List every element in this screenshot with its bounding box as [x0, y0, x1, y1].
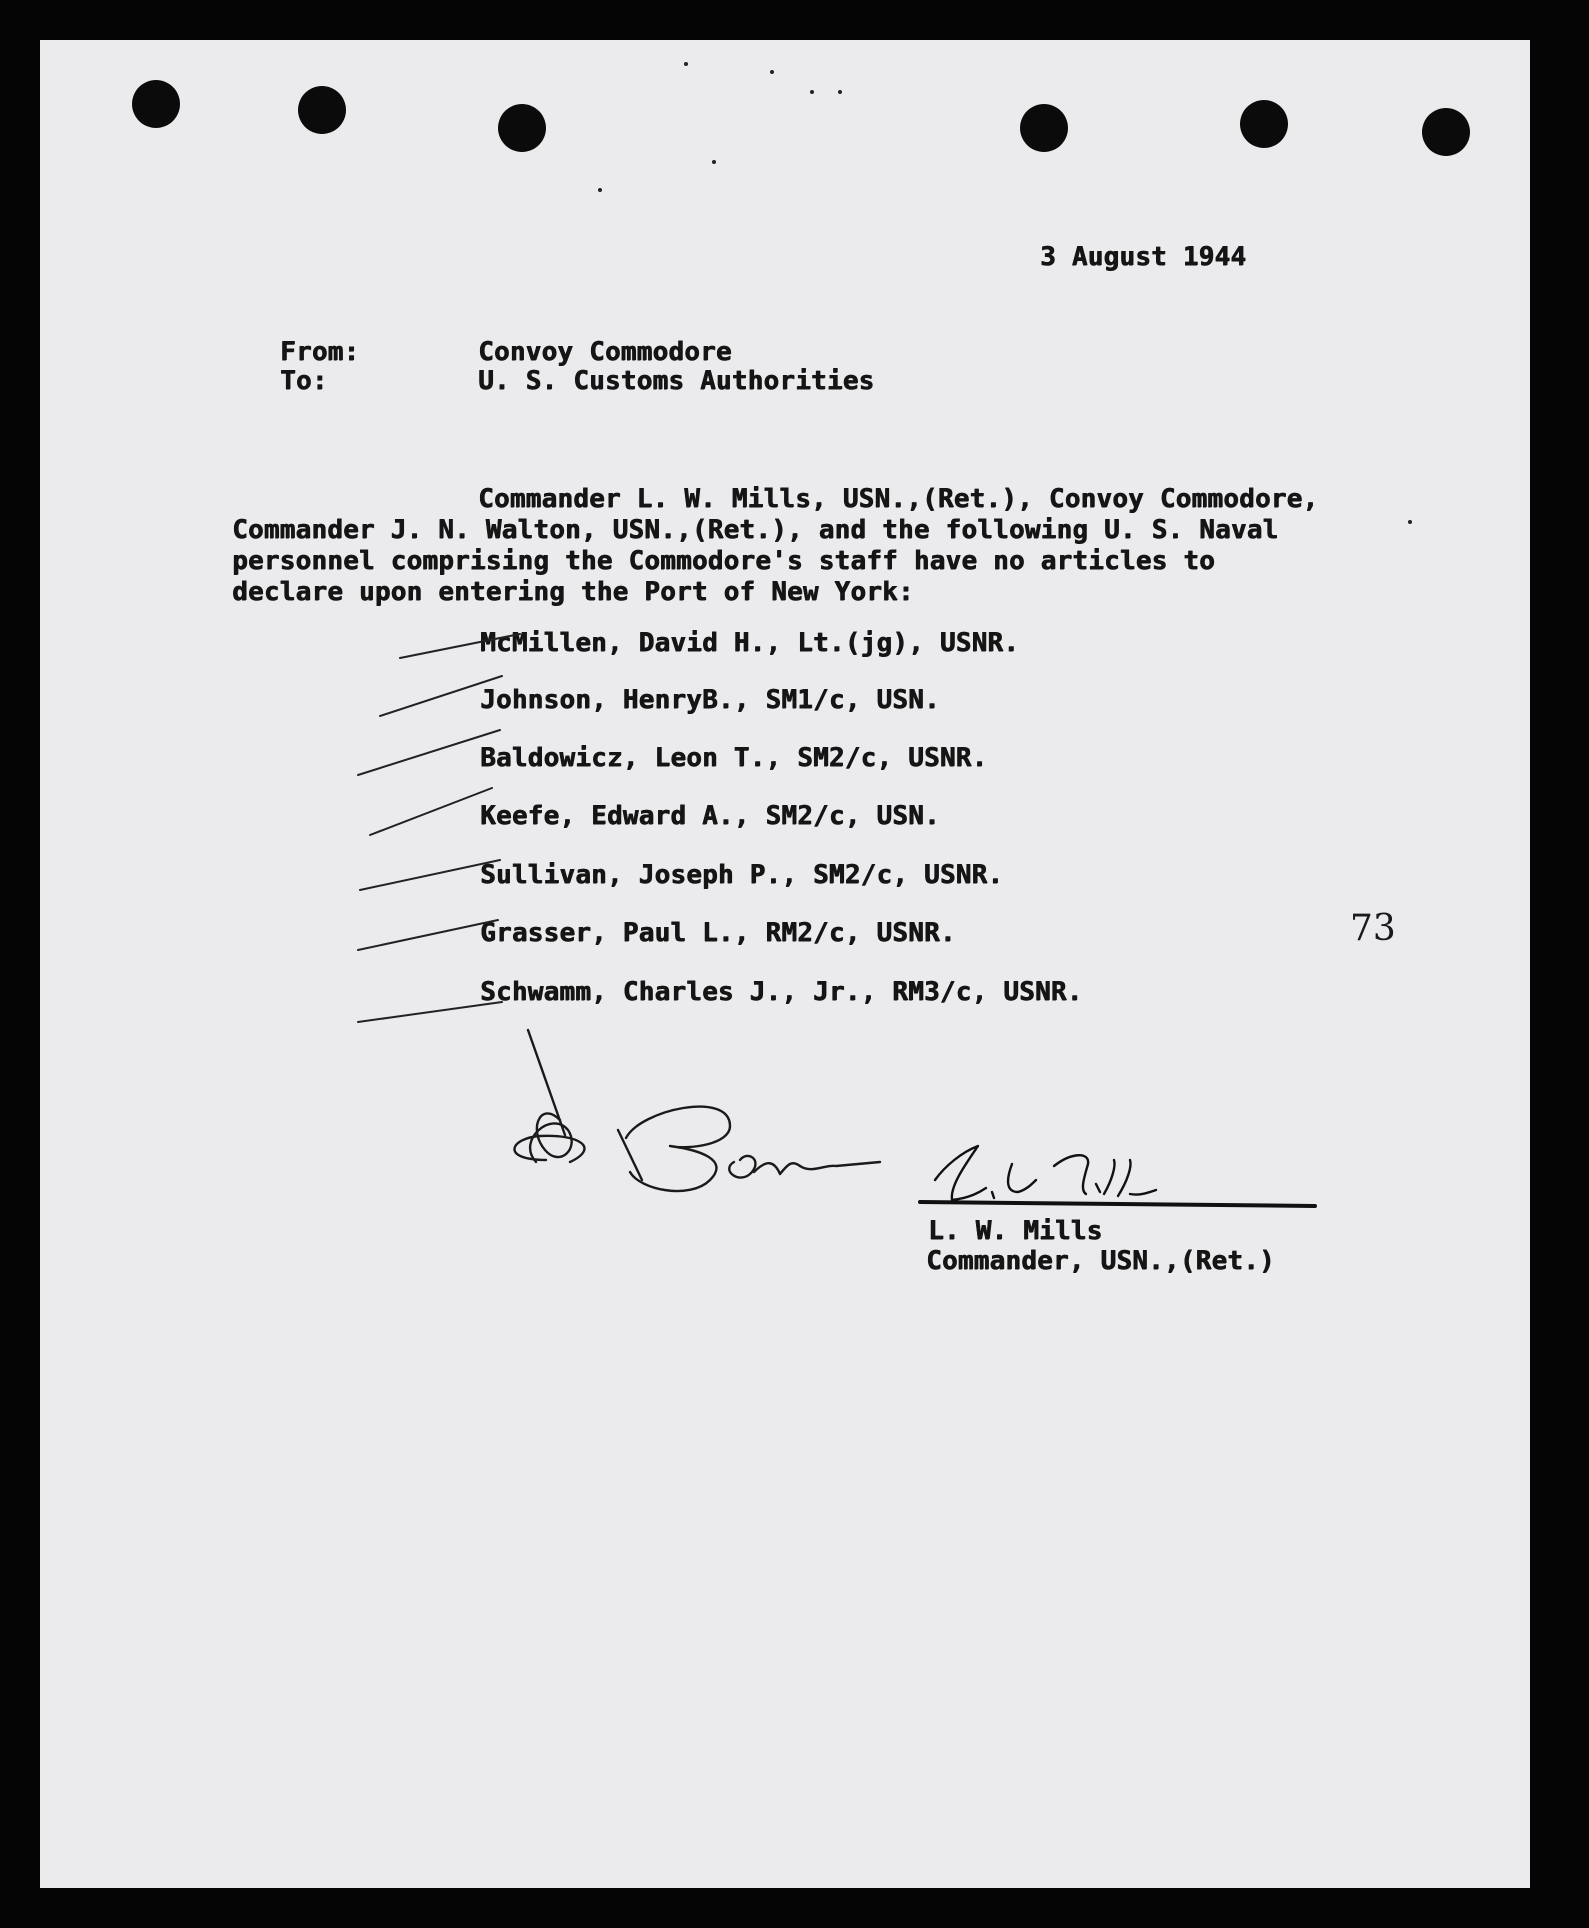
body-line: declare upon entering the Port of New York:: [232, 577, 914, 607]
personnel-item: Keefe, Edward A., SM2/c, USN.: [480, 801, 940, 831]
personnel-item: Schwamm, Charles J., Jr., RM3/c, USNR.: [480, 977, 1083, 1007]
from-label: From:: [280, 337, 360, 367]
document-date: 3 August 1944: [1040, 242, 1247, 272]
to-label: To:: [280, 366, 328, 396]
signatory-name: L. W. Mills: [928, 1216, 1103, 1246]
check-mark: [380, 676, 502, 716]
mills-handwritten-signature: [920, 1146, 1315, 1206]
body-line: Commander L. W. Mills, USN.,(Ret.), Convoy Commodore,: [478, 484, 1319, 514]
personnel-item: Baldowicz, Leon T., SM2/c, USNR.: [480, 743, 988, 773]
signatory-title: Commander, USN.,(Ret.): [926, 1246, 1275, 1276]
to-value: U. S. Customs Authorities: [478, 366, 875, 396]
boone-signature: [514, 1030, 880, 1191]
check-mark: [370, 788, 492, 835]
body-line: personnel comprising the Commodore's staff have no articles to: [232, 546, 1215, 576]
personnel-item: McMillen, David H., Lt.(jg), USNR.: [480, 628, 1020, 658]
check-mark: [400, 634, 520, 658]
margin-note: 73: [1350, 908, 1396, 949]
check-mark: [358, 920, 498, 950]
check-mark: [360, 860, 500, 890]
check-mark: [358, 730, 500, 775]
body-line: Commander J. N. Walton, USN.,(Ret.), and the following U. S. Naval: [232, 515, 1279, 545]
personnel-item: Grasser, Paul L., RM2/c, USNR.: [480, 918, 956, 948]
personnel-item: Johnson, HenryB., SM1/c, USN.: [480, 685, 940, 715]
from-value: Convoy Commodore: [478, 337, 732, 367]
handwriting-layer: [40, 40, 1530, 1888]
document-page: [40, 40, 1530, 1888]
personnel-item: Sullivan, Joseph P., SM2/c, USNR.: [480, 860, 1004, 890]
check-mark: [358, 1002, 502, 1022]
